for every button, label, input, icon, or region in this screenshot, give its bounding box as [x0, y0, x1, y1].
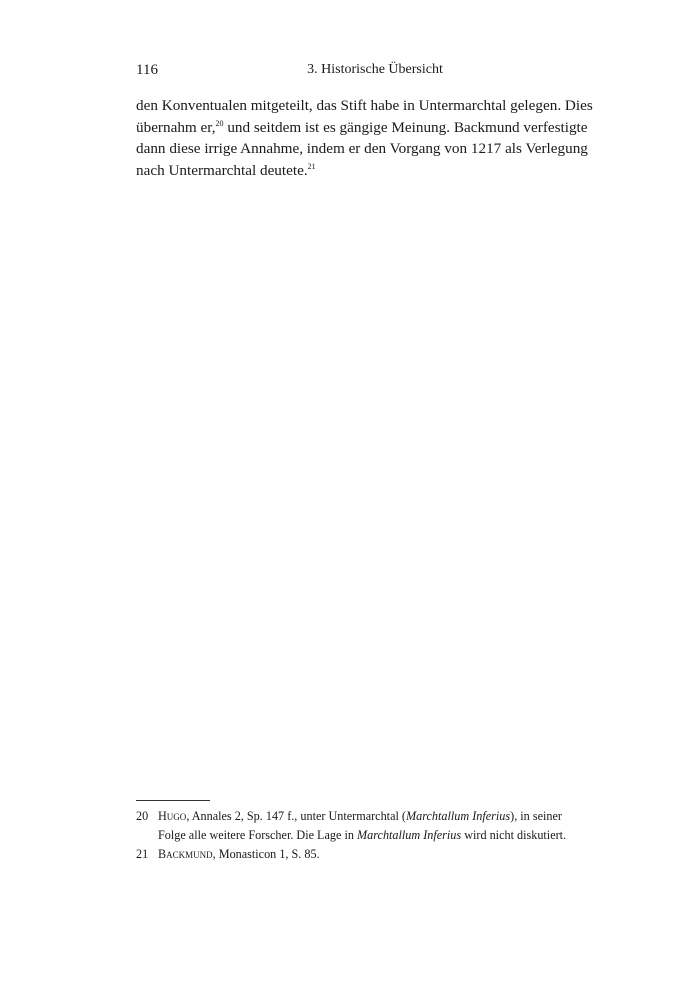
footnote-21	[136, 845, 618, 864]
body-line-2-text-b: und seitdem ist es gängige Meinung. Backmund verfestigte	[223, 118, 588, 136]
body-line-2-text-a: übernahm er,	[136, 118, 216, 136]
footnote-text: , Monasticon 1, S. 85.	[212, 847, 320, 861]
footnote-ref-21[interactable]: 21	[307, 161, 316, 171]
footnote-author: Hugo	[158, 809, 187, 823]
footnote-italic: Marchtallum Inferius	[405, 809, 511, 823]
footnote-text: wird nicht diskutiert.	[461, 828, 567, 842]
footnote-text: ), in seiner	[510, 809, 562, 823]
footnote-number: 20	[136, 809, 149, 823]
footnote-number: 21	[136, 847, 149, 861]
footnote-author: Backmund	[158, 847, 213, 861]
body-paragraph	[136, 95, 593, 181]
body-line-1: den Konventualen mitgeteilt, das Stift habe in Untermarchtal gelegen. Dies	[136, 97, 593, 114]
footnote-text: , Annales 2, Sp. 147 f., unter Untermarchtal (	[186, 809, 406, 823]
body-line-4-text: nach Untermarchtal deutete.	[136, 161, 308, 179]
footnote-20	[136, 807, 618, 845]
footnote-text: Folge alle weitere Forscher. Die Lage in	[158, 828, 357, 842]
footnotes	[136, 807, 618, 864]
body-line-3: dann diese irrige Annahme, indem er den Vorgang von 1217 als Verlegung	[136, 140, 588, 158]
page-number: 116	[136, 62, 158, 78]
footnote-20-line-1	[158, 807, 618, 826]
body-line-4	[136, 160, 566, 182]
footnote-italic: Marchtallum Inferius	[357, 828, 462, 842]
body-line-2	[136, 117, 588, 139]
footnote-20-line-2	[158, 826, 618, 845]
footnote-separator	[136, 800, 210, 801]
footnote-ref-20[interactable]: 20	[215, 118, 224, 128]
running-head: 3. Historische Übersicht	[307, 62, 443, 77]
footnote-21-line-1	[158, 845, 618, 864]
